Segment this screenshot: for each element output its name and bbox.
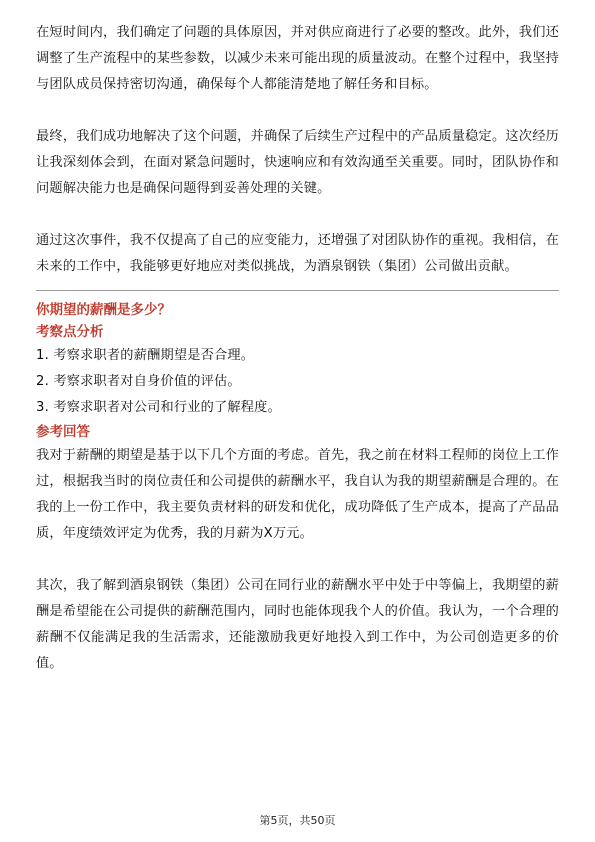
list-item: 3. 考察求职者对公司和行业的了解程度。 — [36, 400, 281, 415]
answer-paragraph: 我对于薪酬的期望是基于以下几个方面的考虑。首先，我之前在材料工程师的岗位上工作过，根据我当时的岗位责任和公司提供的薪酬水平，我自认为我的期望薪酬是合理的。在我的上一份工作中，我主要负责材料的研发和优化，成功降低了生产成本，提高了产品品质，年度绩效评定为优秀，我的月薪为X万元。 — [36, 448, 559, 541]
body-paragraph: 在短时间内，我们确定了问题的具体原因，并对供应商进行了必要的整改。此外，我们还调整了生产流程中的某些参数，以减少未来可能出现的质量波动。在整个过程中，我坚持与团队成员保持密切沟通，确保每个人都能清楚地了解任务和目标。 — [36, 25, 559, 92]
body-paragraph: 最终，我们成功地解决了这个问题，并确保了后续生产过程中的产品质量稳定。这次经历让我深刻体会到，在面对紧急问题时，快速响应和有效沟通至关重要。同时，团队协作和问题解决能力也是确保问题得到妥善处理的关键。 — [36, 129, 559, 196]
page-number: 第5页，共50页 — [259, 814, 336, 827]
question-heading: 你期望的薪酬是多少？ — [36, 302, 171, 318]
document-page — [36, 20, 559, 677]
list-item: 1. 考察求职者的薪酬期望是否合理。 — [36, 348, 255, 363]
answer-paragraph: 其次，我了解到酒泉钢铁（集团）公司在同行业的薪酬水平中处于中等偏上，我期望的薪酬是希望能在公司提供的薪酬范围内，同时也能体现我个人的价值。我认为，一个合理的薪酬不仅能满足我的生活需求，还能激励我更好地投入到工作中，为公司创造更多的价值。 — [36, 578, 559, 671]
body-paragraph: 通过这次事件，我不仅提高了自己的应变能力，还增强了对团队协作的重视。我相信，在未来的工作中，我能够更好地应对类似挑战，为酒泉钢铁（集团）公司做出贡献。 — [36, 233, 559, 274]
paragraph-gap — [36, 547, 559, 573]
analysis-heading: 考察点分析 — [36, 324, 104, 340]
paragraph-gap — [36, 202, 559, 228]
section-divider — [36, 290, 559, 291]
paragraph-gap — [36, 98, 559, 124]
analysis-list — [36, 343, 559, 421]
answer-heading: 参考回答 — [36, 424, 90, 440]
list-item: 2. 考察求职者对自身价值的评估。 — [36, 374, 241, 389]
